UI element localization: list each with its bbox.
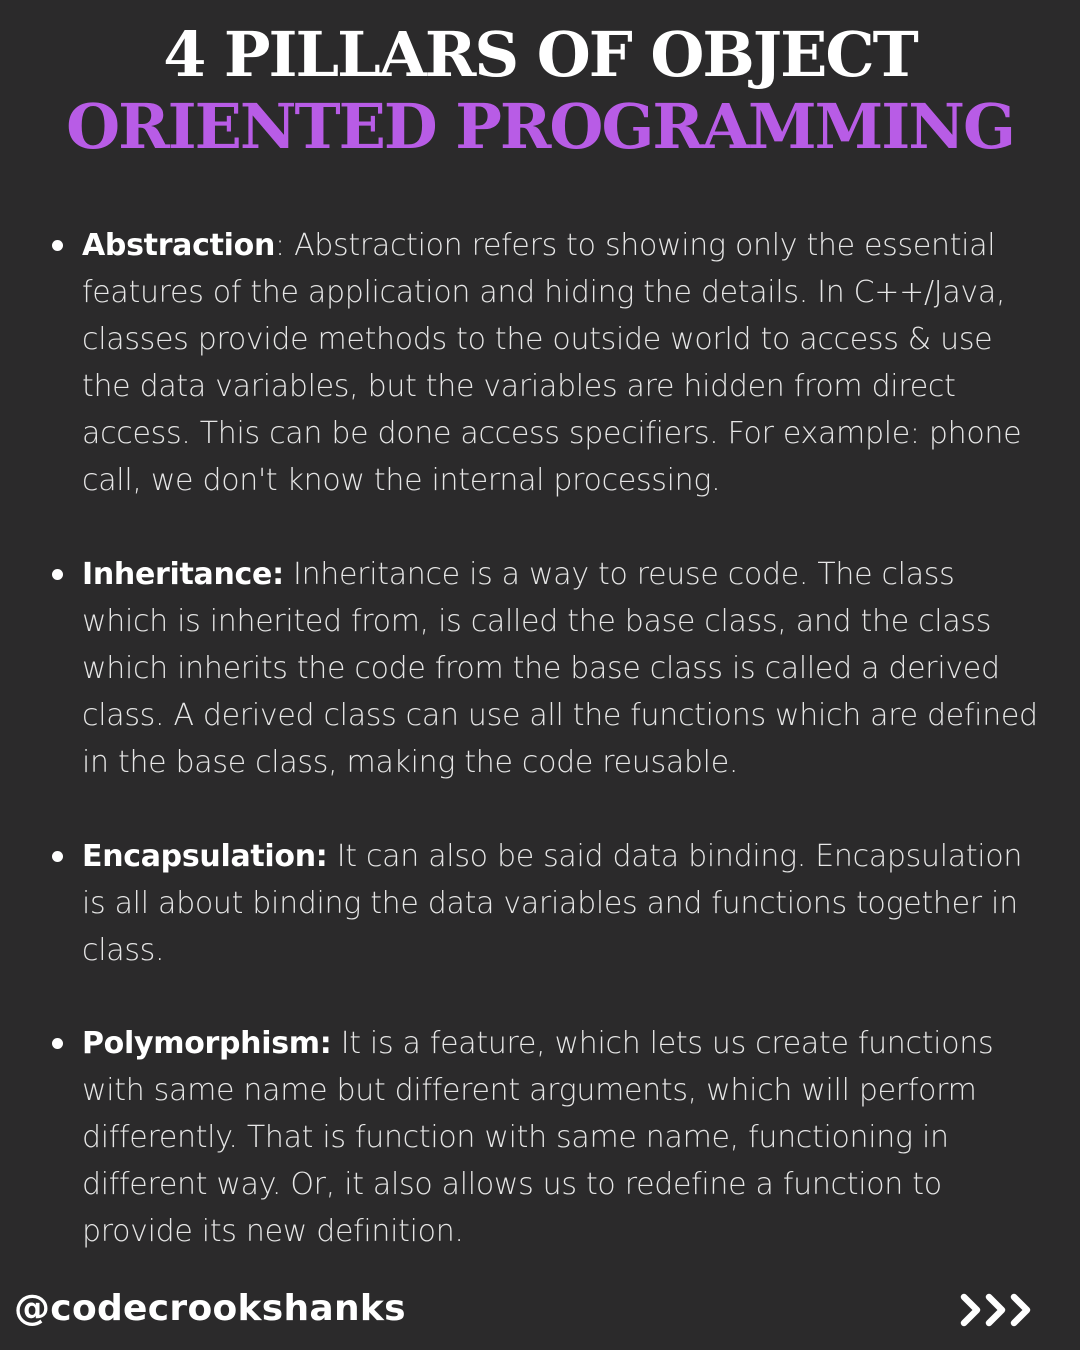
pillar-term: Abstraction: [82, 228, 276, 263]
list-item-encapsulation: [48, 833, 1048, 974]
pillar-separator: [331, 1026, 340, 1061]
list-item-polymorphism: [48, 1020, 1048, 1255]
list-item-abstraction: [48, 222, 1048, 504]
pillar-list: [48, 222, 1048, 1255]
pillar-separator: :: [275, 228, 295, 263]
pillar-term: Encapsulation:: [82, 839, 328, 874]
bullet-icon: [52, 240, 63, 251]
pillar-description: Abstraction refers to showing only the essential features of the application and hiding the details. In C++/Java, classes provide methods to the outside world to access & use the data variables, but the variables are hidden from direct access. This can be done access specifiers. For example: phone call, we don't know the internal processing.: [82, 228, 1022, 498]
pillar-separator: [284, 557, 293, 592]
account-handle[interactable]: @codecrookshanks: [14, 1288, 406, 1329]
pillar-term: Polymorphism:: [82, 1026, 332, 1061]
pillar-description: It is a feature, which lets us create functions with same name but different arguments, which will perform differently. That is function with same name, functioning in different way. Or, it also allows us to redefine a function to provide its new definition.: [82, 1026, 994, 1249]
page-title-line-1: 4 PILLARS OF OBJECT: [163, 18, 917, 91]
bullet-icon: [52, 569, 63, 580]
pillar-term: Inheritance:: [82, 557, 284, 592]
pillar-separator: [327, 839, 336, 874]
list-item-inheritance: [48, 551, 1048, 786]
pillar-description: Inheritance is a way to reuse code. The class which is inherited from, is called the base class, and the class which inherits the code from the base class is called a derived class. A derived class can use all the functions which are defined in the base class, making the code reusable.: [82, 557, 1038, 780]
page-title-line-2: ORIENTED PROGRAMMING: [66, 90, 1014, 163]
pillar-description: It can also be said data binding. Encapsulation is all about binding the data variables and functions together in class.: [82, 839, 1023, 968]
triple-chevron-right-icon[interactable]: [958, 1290, 1038, 1330]
bullet-icon: [52, 851, 63, 862]
bullet-icon: [52, 1038, 63, 1049]
